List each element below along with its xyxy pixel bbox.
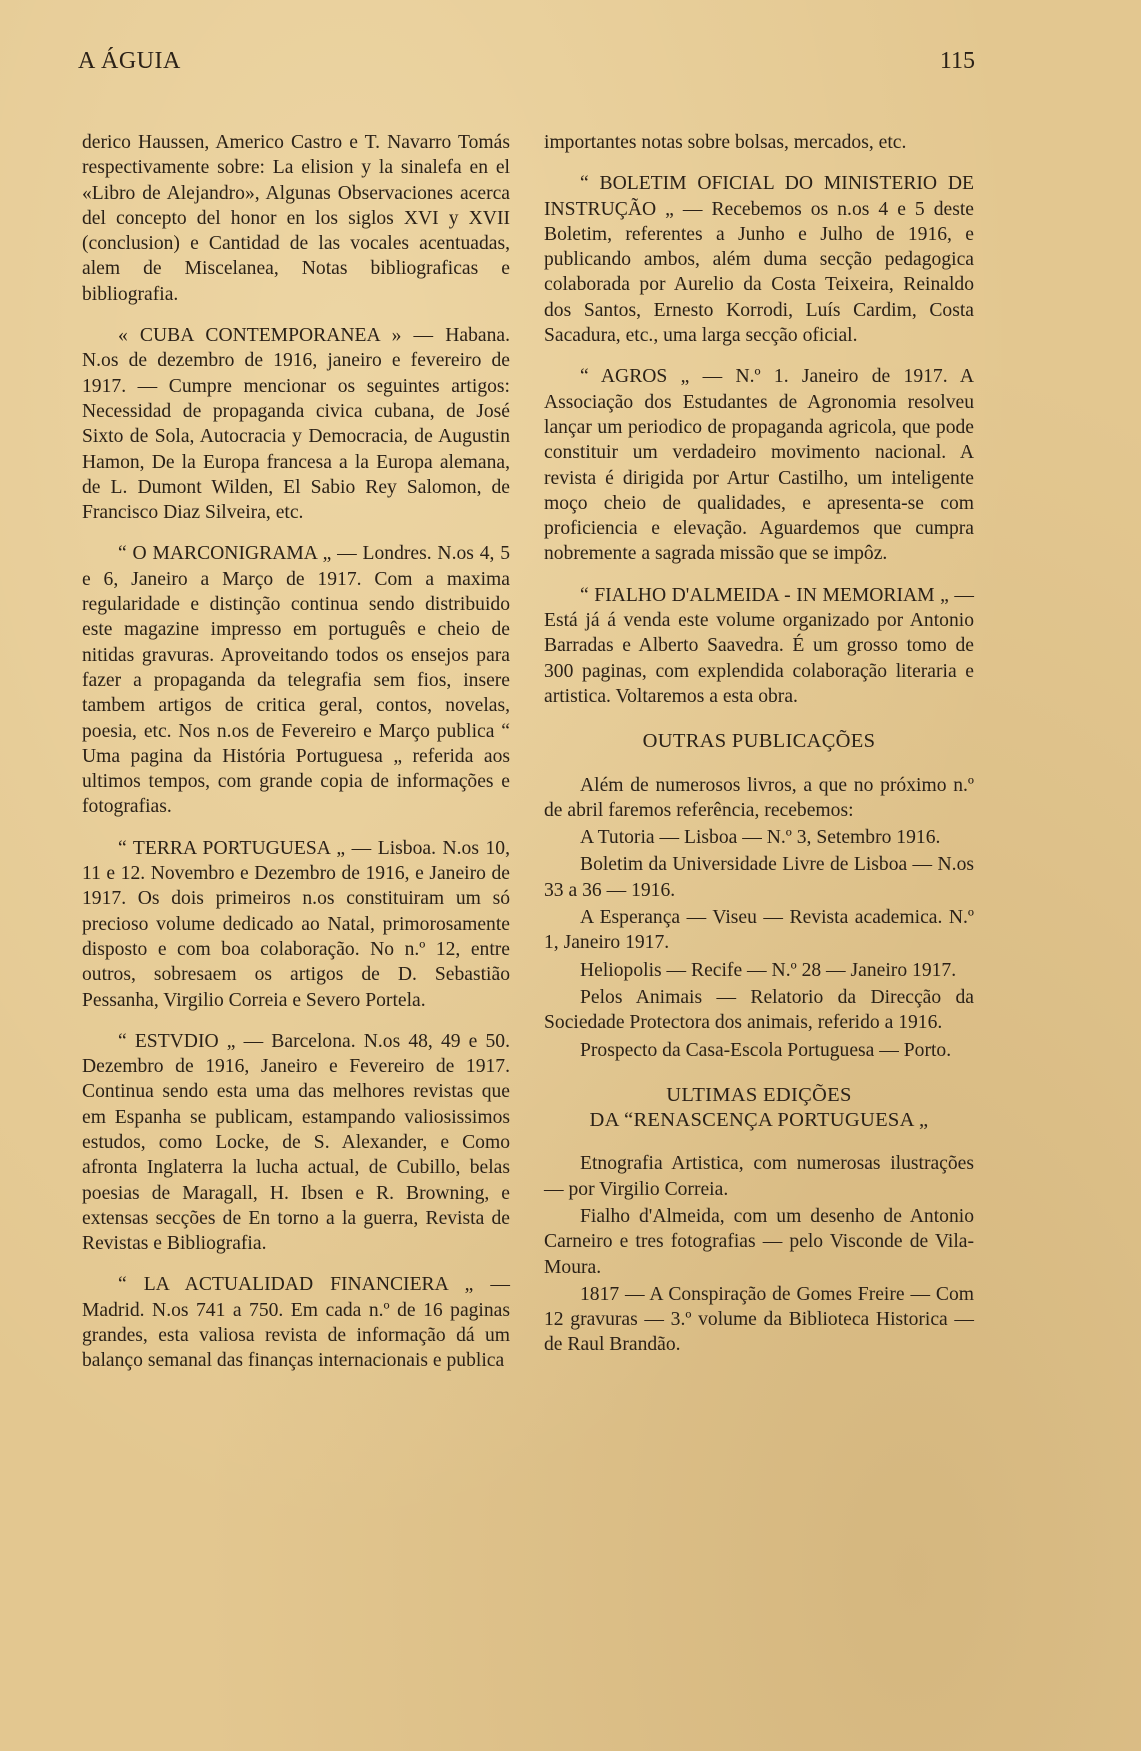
right-column (544, 130, 974, 1360)
list-item: Prospecto da Casa-Escola Portuguesa — Porto. (580, 1039, 952, 1061)
paragraph: “ ESTVDIO „ — Barcelona. N.os 48, 49 e 50. Dezembro de 1916, Janeiro e Fevereiro de 1917. Continua sendo esta uma das melhores revistas que em Espanha se publicam, estampando valiosissimos estudos, como Locke, de S. Alexander, e Como afronta Inglaterra la lucha actual, de Cubillo, belas poesias de Maragall, H. Ibsen e R. Browning, e extensas secções de En torno a la guerra, Revista de Revistas e Bibliografia. (82, 1030, 510, 1255)
section-heading (544, 729, 974, 754)
paragraph: “ FIALHO D'ALMEIDA - IN MEMORIAM „ — Está já á venda este volume organizado por Antonio Barradas e Alberto Saavedra. É um grosso tomo de 300 paginas, com explendida colaboração literaria e artistica. Voltaremos a esta obra. (544, 584, 974, 707)
paragraph: “ TERRA PORTUGUESA „ — Lisboa. N.os 10, 11 e 12. Novembro e Dezembro de 1916, e Janeiro de 1917. Os dois primeiros n.os constituiram um só precioso volume dedicado ao Natal, primorosamente disposto e com boa colaboração. No n.º 12, entre outros, sobresaem os artigos de D. Sebastião Pessanha, Virgilio Correia e Severo Portela. (82, 837, 510, 1011)
running-title: A ÁGUIA (78, 48, 181, 74)
paragraph: « CUBA CONTEMPORANEA » — Habana. N.os de dezembro de 1916, janeiro e fevereiro de 1917. — Cumpre mencionar os seguintes artigos: Necessidad de propaganda civica cubana, de José Sixto de Sola, Autocracia y Democracia, de Augustin Hamon, De la Europa francesa a la Europa alemana, de L. Dumont Wilden, El Sabio Rey Salomon, de Francisco Diaz Silveira, etc. (82, 325, 510, 524)
paragraph: “ LA ACTUALIDAD FINANCIERA „ — Madrid. N.os 741 a 750. Em cada n.º de 16 paginas grandes, esta valiosa revista de informação dá um balanço semanal das finanças internacionais e publica (82, 1274, 510, 1372)
paragraph: “ AGROS „ — N.º 1. Janeiro de 1917. A Associação dos Estudantes de Agronomia resolveu lançar um periodico de propaganda agricola, que pode constituir um verdadeiro movimento nacional. A revista é dirigida por Artur Castilho, um inteligente moço cheio de qualidades, e apresenta-se com proficiencia e elevação. Aguardemos que cumpra nobremente a sagrada missão que se impôz. (544, 366, 974, 565)
page-header (0, 44, 1141, 84)
paragraph: “ O MARCONIGRAMA „ — Londres. N.os 4, 5 e 6, Janeiro a Março de 1917. Com a maxima regularidade e distinção continua sendo distribuido este magazine impresso em português e cheio de nitidas gravuras. Aproveitando todos os ensejos para fazer a propaganda da telegrafia sem fios, insere tambem artigos de critica geral, contos, novelas, poesia, etc. Nos n.os de Fevereiro e Março publica “ Uma pagina da História Portuguesa „ referida aos ultimos tempos, com grande copia de informações e fotografias. (82, 543, 510, 818)
page-number: 115 (939, 48, 975, 74)
list-item: Fialho d'Almeida, com um desenho de Antonio Carneiro e tres fotografias — pelo Visconde de Vila-Moura. (544, 1205, 974, 1278)
list-item: Heliopolis — Recife — N.º 28 — Janeiro 1917. (580, 959, 957, 981)
list-item: 1817 — A Conspiração de Gomes Freire — Com 12 gravuras — 3.º volume da Biblioteca Historica — de Raul Brandão. (544, 1283, 974, 1356)
paragraph: “ BOLETIM OFICIAL DO MINISTERIO DE INSTRUÇÃO „ — Recebemos os n.os 4 e 5 deste Boletim, referentes a Junho e Julho de 1916, e publicando ambos, além duma secção pedagogica colaborada por Aurelio da Costa Teixeira, Reinaldo dos Santos, Ernesto Korrodi, Luís Cardim, Costa Sacadura, etc., uma larga secção oficial. (544, 173, 974, 347)
list-item: Boletim da Universidade Livre de Lisboa — N.os 33 a 36 — 1916. (544, 854, 974, 901)
list-item: Pelos Animais — Relatorio da Direcção da Sociedade Protectora dos animais, referido a 1916. (544, 986, 974, 1034)
section-heading-line: DA “RENASCENÇA PORTUGUESA „ (589, 1109, 929, 1132)
section-heading (544, 1083, 974, 1134)
section-heading-line: ULTIMAS EDIÇÕES (666, 1083, 852, 1106)
paragraph: derico Haussen, Americo Castro e T. Navarro Tomás respectivamente sobre: La elision y la sinalefa en el «Libro de Alejandro», Algunas Observaciones acerca del concepto del honor en los siglos XVI y XVII (conclusion) e Cantidad de las vocales acentuadas, alem de Miscelanea, Notas bibliograficas e bibliografia. (82, 132, 510, 305)
list-item: A Esperança — Viseu — Revista academica. N.º 1, Janeiro 1917. (544, 907, 974, 954)
list-item: Etnografia Artistica, com numerosas ilustrações — por Virgilio Correia. (544, 1153, 974, 1200)
paragraph: importantes notas sobre bolsas, mercados, etc. (544, 132, 907, 153)
list-item: A Tutoria — Lisboa — N.º 3, Setembro 1916. (580, 827, 941, 849)
paragraph: Além de numerosos livros, a que no próximo n.º de abril faremos referência, recebemos: (544, 774, 974, 821)
section-heading-text: OUTRAS PUBLICAÇÕES (642, 730, 876, 753)
left-column (82, 130, 510, 1376)
